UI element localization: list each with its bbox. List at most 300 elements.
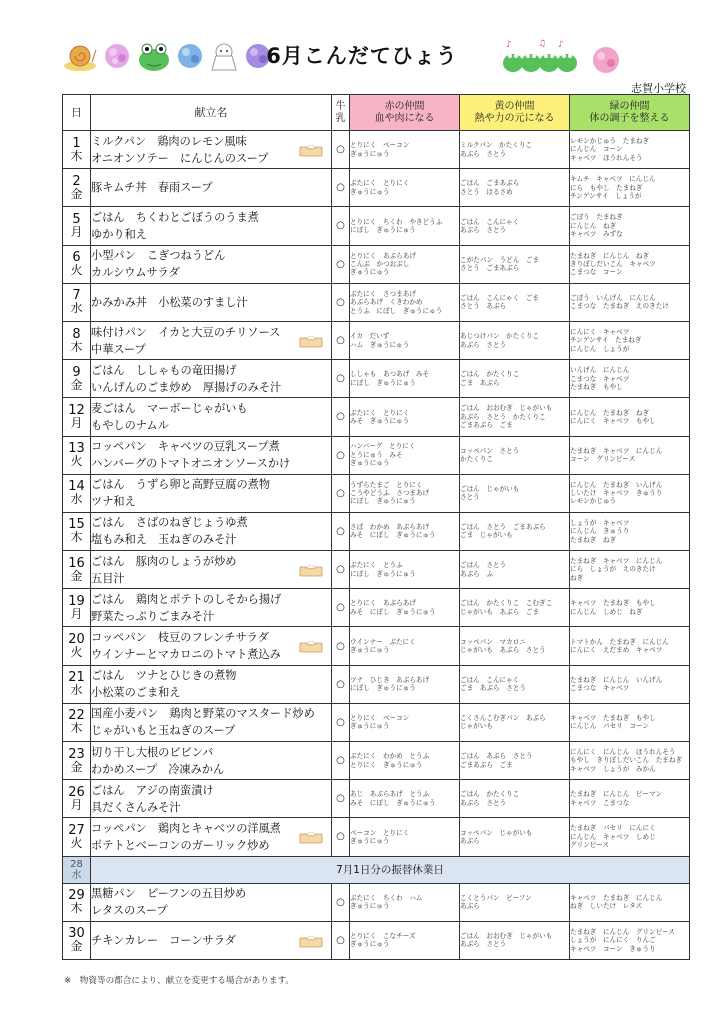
menu-cell <box>91 436 332 474</box>
menu-cell <box>91 589 332 627</box>
menu-cell <box>91 321 332 359</box>
ingredient-line: たまねぎ キャベツ にんじん <box>570 446 663 455</box>
ingredient-line: にんにく えだまめ キャベツ <box>570 646 663 655</box>
yellow-ingredients-cell <box>460 360 570 398</box>
menu-cell <box>91 398 332 436</box>
ingredient-line: あぶら さとう <box>460 798 507 807</box>
green-ingredients-cell <box>570 245 690 283</box>
day-cell <box>63 780 91 818</box>
svg-text:♫: ♫ <box>538 39 547 49</box>
yellow-ingredients-cell <box>460 512 570 550</box>
yellow-ingredients-cell <box>460 818 570 856</box>
ingredient-line: ミルクパン かたくりこ <box>460 141 533 150</box>
ingredient-line: こうやどうふ さつまあげ <box>350 489 430 498</box>
svg-text:♪: ♪ <box>558 40 564 50</box>
milk-cell: ○ <box>332 703 350 741</box>
table-row <box>63 742 690 780</box>
menu-line: 切り干し大根のビビンバ <box>91 745 214 759</box>
yellow-ingredients-cell <box>460 207 570 245</box>
ingredient-line: ぶたにく さつまあげ <box>350 289 416 298</box>
red-ingredients-cell <box>350 321 460 359</box>
yellow-ingredients-cell <box>460 245 570 283</box>
tissue-box-icon <box>299 639 323 653</box>
weekday: 金 <box>70 759 83 774</box>
ingredient-line: ねぎ しいたけ レタス <box>570 902 643 911</box>
green-ingredients-cell <box>570 360 690 398</box>
date-number: 29 <box>68 888 85 904</box>
ingredient-line: ぎゅうにゅう <box>350 836 390 845</box>
red-ingredients-cell <box>350 742 460 780</box>
weekday: 火 <box>70 454 83 469</box>
green-ingredients-cell <box>570 818 690 856</box>
ingredient-line: じゃがいも あぶら さとう <box>460 646 546 655</box>
holiday-weekday: 水 <box>71 869 82 881</box>
date-number: 1 <box>72 135 81 151</box>
menu-line: 塩もみ和え 玉ねぎのみそ汁 <box>91 533 237 547</box>
red-ingredients-cell <box>350 474 460 512</box>
ingredient-line: ぶたにく わかめ とうふ <box>350 752 430 761</box>
ingredient-line: イカ だいず <box>350 332 390 341</box>
ingredient-line: こまつな キャベツ <box>570 684 630 693</box>
table-row <box>63 207 690 245</box>
day-cell <box>63 321 91 359</box>
ingredient-line: ごはん さとう <box>460 561 507 570</box>
ingredient-line: ごはん こんにゃく <box>460 675 520 684</box>
ingredient-line: あじつけパン かたくりこ <box>460 332 540 341</box>
menu-line: ゆかり和え <box>91 227 147 241</box>
ingredient-line: しょうが キャベツ <box>570 518 630 527</box>
ingredient-line: チンゲンサイ たまねぎ <box>570 336 642 345</box>
tissue-box-icon <box>299 563 323 577</box>
weekday: 水 <box>70 492 83 507</box>
date-number: 7 <box>72 288 81 304</box>
menu-cell <box>91 131 332 169</box>
milk-cell: ○ <box>332 818 350 856</box>
ingredient-line: とりにく あぶらあげ <box>350 251 416 260</box>
ingredient-line: こまつな たまねぎ えのきたけ <box>570 302 669 311</box>
ingredient-line: あぶら さとう <box>460 225 507 234</box>
green-ingredients-cell <box>570 474 690 512</box>
ingredient-line: きりぼしだいこん キャベツ <box>570 259 656 268</box>
ingredient-line: ぶたにく とうふ <box>350 561 403 570</box>
ingredient-line: ぶたにく とりにく <box>350 408 410 417</box>
ingredient-line: ごはん かたくりこ <box>460 370 520 379</box>
menu-line: コッペパン 枝豆のフレンチサラダ <box>91 631 269 645</box>
red-ingredients-cell <box>350 589 460 627</box>
date-number: 9 <box>72 364 81 380</box>
menu-line: じゃがいもと玉ねぎのスープ <box>91 724 236 738</box>
day-cell <box>63 398 91 436</box>
yellow-ingredients-cell <box>460 627 570 665</box>
menu-line: もやしのナムル <box>91 418 169 432</box>
ingredient-line: ぎゅうにゅう <box>350 722 390 731</box>
milk-cell: ○ <box>332 627 350 665</box>
ingredient-line: キャベツ たまねぎ もやし <box>570 714 656 722</box>
day-cell <box>63 207 91 245</box>
ingredient-line: にんじん きゅうり <box>570 527 630 536</box>
weekday: 月 <box>70 797 83 812</box>
table-row <box>63 245 690 283</box>
day-cell <box>63 627 91 665</box>
menu-line: 国産小麦パン 鶏肉と野菜のマスタード炒め <box>91 707 315 721</box>
ingredient-line: キャベツ しょうが みかん <box>570 764 656 773</box>
menu-line: 小型パン こぎつねうどん <box>91 249 226 263</box>
weekday: 金 <box>70 939 83 954</box>
ingredient-line: あぶら <box>460 902 480 911</box>
weekday: 木 <box>70 530 83 545</box>
milk-cell: ○ <box>332 474 350 512</box>
green-ingredients-cell <box>570 131 690 169</box>
menu-line: 中華スープ <box>91 342 146 356</box>
ingredient-line: ごはん ごまあぶら <box>460 179 520 188</box>
ingredient-line: コーン グリンピース <box>570 455 636 464</box>
yellow-ingredients-cell <box>460 321 570 359</box>
holiday-text: 7月1日分の振替休業日 <box>91 856 690 883</box>
ingredient-line: キャベツ みずな <box>570 230 623 239</box>
date-number: 22 <box>68 708 85 724</box>
ingredient-line: ごはん じゃがいも <box>460 484 520 493</box>
menu-cell <box>91 921 332 959</box>
ingredient-line: にんにく キャベツ <box>570 327 630 336</box>
ingredient-line: にぼし ぎゅうにゅう <box>350 569 416 578</box>
table-row <box>63 321 690 359</box>
ingredient-line: キャベツ コーン きゅうり <box>570 944 656 953</box>
table-row <box>63 131 690 169</box>
ingredient-line: キャベツ こまつな <box>570 798 630 807</box>
tissue-box-icon <box>299 143 323 157</box>
red-ingredients-cell <box>350 703 460 741</box>
ingredient-line: たまねぎ にんじん ピーマン <box>570 790 663 799</box>
ingredient-line: たまねぎ にんじん ねぎ <box>570 251 650 260</box>
ingredient-line: にんじん コーン <box>570 145 623 154</box>
table-row <box>63 703 690 741</box>
footnote: ※ 物資等の都合により、献立を変更する場合があります。 <box>64 976 294 986</box>
menu-table <box>62 94 690 960</box>
ingredient-line: じゃがいも あぶら ごま <box>460 607 540 616</box>
tissue-box-icon <box>299 334 323 348</box>
date-number: 21 <box>68 670 85 686</box>
red-ingredients-cell <box>350 360 460 398</box>
red-ingredients-cell <box>350 436 460 474</box>
yellow-ingredients-cell <box>460 131 570 169</box>
ingredient-line: さば わかめ あぶらあげ <box>350 523 430 532</box>
menu-line: 五目汁 <box>91 571 125 585</box>
ingredient-line: にんじん ねぎ <box>570 221 617 230</box>
weekday: 木 <box>70 339 83 354</box>
ingredient-line: さとう ごまあぶら <box>460 264 520 273</box>
milk-cell: ○ <box>332 665 350 703</box>
ingredient-line: ぎゅうにゅう <box>350 149 390 158</box>
menu-line: ごはん 鶏肉とポテトのしそから揚げ <box>91 592 282 606</box>
menu-cell <box>91 512 332 550</box>
menu-line: ごはん 豚肉のしょうが炒め <box>91 554 237 568</box>
menu-line: 黒糖パン ビーフンの五目炒め <box>91 887 247 901</box>
green-ingredients-cell <box>570 436 690 474</box>
green-ingredients-cell <box>570 703 690 741</box>
milk-cell: ○ <box>332 780 350 818</box>
ingredient-line: ぎゅうにゅう <box>350 459 390 468</box>
red-ingredients-cell <box>350 245 460 283</box>
milk-cell: ○ <box>332 742 350 780</box>
ingredient-line: さとう あぶら <box>460 302 507 311</box>
day-cell <box>63 742 91 780</box>
ingredient-line: こがたパン うどん ごま <box>460 255 540 264</box>
menu-cell <box>91 665 332 703</box>
green-ingredients-cell <box>570 169 690 207</box>
ingredient-line: にら しょうが えのきたけ <box>570 565 656 574</box>
ingredient-line: とうにゅう みそ <box>350 450 403 459</box>
yellow-ingredients-cell <box>460 436 570 474</box>
ingredient-line: ごま じゃがいも <box>460 531 513 540</box>
date-number: 23 <box>68 746 85 762</box>
date-number: 8 <box>72 326 81 342</box>
ingredient-line: あぶら ふ <box>460 569 493 578</box>
ingredient-line: にら もやし たまねぎ <box>570 183 643 192</box>
ingredient-line: とりにく ぎゅうにゅう <box>350 760 423 769</box>
day-cell <box>63 283 91 321</box>
table-row <box>63 551 690 589</box>
table-row <box>63 436 690 474</box>
ingredient-line: キャベツ ほうれんそう <box>570 153 643 162</box>
holiday-day-cell <box>63 856 91 883</box>
ingredient-line: にんにく にんじん ほうれんそう <box>570 747 676 756</box>
menu-line: 豚キムチ丼 春雨スープ <box>91 181 213 195</box>
table-row <box>63 921 690 959</box>
ingredient-line: あぶら さとう かたくりこ <box>460 412 546 421</box>
menu-line: わかめスープ 冷凍みかん <box>91 762 225 776</box>
ingredient-line: さとう <box>460 493 480 502</box>
tissue-box-icon <box>299 830 323 844</box>
ingredient-line: ごはん かたくりこ こむぎこ <box>460 599 553 608</box>
menu-cell <box>91 703 332 741</box>
day-cell <box>63 883 91 921</box>
ingredient-line: しょうが にんにく りんご <box>570 936 656 945</box>
green-ingredients-cell <box>570 321 690 359</box>
col-header-red <box>350 95 460 131</box>
ingredient-line: キャベツ たまねぎ もやし <box>570 599 656 608</box>
yellow-ingredients-cell <box>460 883 570 921</box>
ingredient-line: にんにく キャベツ もやし <box>570 416 656 425</box>
day-cell <box>63 921 91 959</box>
green-ingredients-cell <box>570 742 690 780</box>
menu-line: レタスのスープ <box>91 904 168 918</box>
ingredient-line: にんじん しょうが <box>570 344 630 353</box>
menu-line: ミルクパン 鶏肉のレモン風味 <box>91 134 247 148</box>
milk-cell: ○ <box>332 512 350 550</box>
ingredient-line: こくとうパン ビーフン <box>460 893 532 902</box>
page-title: 6月こんだてひょう <box>266 44 458 68</box>
ingredient-line: たまねぎ にんじん グリンピース <box>570 927 675 936</box>
ingredient-line: ぎゅうにゅう <box>350 940 390 949</box>
menu-cell <box>91 169 332 207</box>
weekday: 火 <box>70 835 83 850</box>
ingredient-line: ごまあぶら ごま <box>460 421 513 430</box>
red-ingredients-cell <box>350 512 460 550</box>
ingredient-line: とりにく あぶらあげ <box>350 599 416 608</box>
ingredient-line: あぶら <box>460 836 480 845</box>
ingredient-line: コッペパン じゃがいも <box>460 828 533 837</box>
menu-line: ごはん ツナとひじきの煮物 <box>91 669 237 683</box>
green-ingredients-cell <box>570 398 690 436</box>
yellow-ingredients-cell <box>460 921 570 959</box>
milk-cell: ○ <box>332 207 350 245</box>
weekday: 月 <box>70 224 83 239</box>
ingredient-line: いんげん にんじん <box>570 366 630 375</box>
menu-line: ツナ和え <box>91 495 136 509</box>
ingredient-line: にんじん たまねぎ いんげん <box>570 480 663 489</box>
col-header-day: 日 <box>63 95 91 131</box>
menu-line: 小松菜のごま和え <box>91 686 181 700</box>
menu-line: 具だくさんみそ汁 <box>91 800 181 814</box>
day-cell <box>63 360 91 398</box>
ingredient-line: あぶらあげ くきわかめ <box>350 298 423 307</box>
day-cell <box>63 512 91 550</box>
day-cell <box>63 169 91 207</box>
table-row <box>63 818 690 856</box>
ingredient-line: みそ にぼし ぎゅうにゅう <box>350 798 436 807</box>
menu-line: ごはん ちくわとごぼうのうま煮 <box>91 210 259 224</box>
ingredient-line: ごはん おおむぎ じゃがいも <box>460 931 553 940</box>
green-ingredients-cell <box>570 883 690 921</box>
day-cell <box>63 436 91 474</box>
red-ingredients-cell <box>350 883 460 921</box>
ingredient-line: あぶら さとう <box>460 940 507 949</box>
date-number: 26 <box>68 784 85 800</box>
ingredient-line: ハム ぎゅうにゅう <box>350 340 410 349</box>
green-ingredients-cell <box>570 589 690 627</box>
red-ingredients-cell <box>350 207 460 245</box>
table-row <box>63 589 690 627</box>
ingredient-line: ベーコン とりにく <box>350 828 410 837</box>
ingredient-line: たまねぎ もやし <box>570 382 623 391</box>
svg-text:♪: ♪ <box>506 40 512 50</box>
weekday: 木 <box>70 721 83 736</box>
green-header-text: 緑の仲間 体の調子を整える <box>589 100 670 124</box>
menu-line: ウインナーとマカロニのトマト煮込み <box>91 648 281 662</box>
menu-cell <box>91 883 332 921</box>
yellow-header-text: 黄の仲間 熱や力の元になる <box>474 100 555 124</box>
ingredient-line: こまつな コーン <box>570 268 623 277</box>
milk-cell: ○ <box>332 245 350 283</box>
school-name: 志賀小学校 <box>631 82 686 95</box>
menu-line: チキンカレー コーンサラダ <box>91 933 236 947</box>
ingredient-line: ごはん かたくりこ <box>460 790 520 799</box>
milk-cell: ○ <box>332 398 350 436</box>
ingredient-line: ごはん おおむぎ じゃがいも <box>460 404 553 413</box>
ingredient-line: ねぎ <box>570 573 584 582</box>
table-row <box>63 512 690 550</box>
table-row <box>63 169 690 207</box>
yellow-ingredients-cell <box>460 703 570 741</box>
ingredient-line: ぶたにく ちくわ ハム <box>350 893 423 902</box>
ingredient-line: とりにく ベーコン <box>350 714 410 722</box>
table-header-row <box>63 95 690 131</box>
ingredient-line: にんじん たまねぎ ねぎ <box>570 408 650 417</box>
menu-line: ごはん うずら卵と高野豆腐の煮物 <box>91 478 271 492</box>
ingredient-line: にぼし ぎゅうにゅう <box>350 684 416 693</box>
table-row <box>63 665 690 703</box>
ingredient-line: ごぼう たまねぎ <box>570 213 623 222</box>
menu-line: ごはん ししゃもの竜田揚げ <box>91 363 237 377</box>
milk-cell: ○ <box>332 589 350 627</box>
ingredient-line: とうふ にぼし ぎゅうにゅう <box>350 306 443 315</box>
ingredient-line: こまつな キャベツ <box>570 374 630 383</box>
col-header-yellow <box>460 95 570 131</box>
weekday: 水 <box>70 301 83 316</box>
ingredient-line: ごま あぶら さとう <box>460 684 526 693</box>
col-header-menu: 献立名 <box>91 95 332 131</box>
milk-cell: ○ <box>332 131 350 169</box>
date-number: 2 <box>72 173 81 189</box>
menu-line: 味付けパン イカと大豆のチリソース <box>91 325 281 339</box>
green-ingredients-cell <box>570 283 690 321</box>
milk-cell: ○ <box>332 169 350 207</box>
ingredient-line: ツナ ひじき あぶらあげ <box>350 675 430 684</box>
ingredient-line: かたくりこ <box>460 455 493 464</box>
ingredient-line: ごはん さとう ごまあぶら <box>460 523 546 532</box>
ingredient-line: にんじん キャベツ しめじ <box>570 832 656 841</box>
ingredient-line: レモンかじゅう <box>570 497 617 506</box>
ingredient-line: にぼし ぎゅうにゅう <box>350 378 416 387</box>
menu-cell <box>91 474 332 512</box>
yellow-ingredients-cell <box>460 780 570 818</box>
ingredient-line: もやし きりぼしだいこん たまねぎ <box>570 756 683 765</box>
weekday: 木 <box>70 901 83 916</box>
weekday: 火 <box>70 645 83 660</box>
yellow-ingredients-cell <box>460 551 570 589</box>
day-cell <box>63 703 91 741</box>
ingredient-line: ごはん こんにゃく <box>460 217 520 226</box>
menu-line: 麦ごはん マーボーじゃがいも <box>91 401 248 415</box>
weekday: 月 <box>70 415 83 430</box>
menu-line: 野菜たっぷりごまみそ汁 <box>91 609 215 623</box>
menu-cell <box>91 780 332 818</box>
yellow-ingredients-cell <box>460 742 570 780</box>
ingredient-line: ごはん あぶら さとう <box>460 752 533 761</box>
menu-cell <box>91 283 332 321</box>
milk-cell: ○ <box>332 921 350 959</box>
ingredient-line: ハンバーグ とりにく <box>350 442 416 451</box>
date-number: 20 <box>68 632 85 648</box>
milk-cell: ○ <box>332 283 350 321</box>
yellow-ingredients-cell <box>460 665 570 703</box>
menu-cell <box>91 245 332 283</box>
menu-line: いんげんのごま炒め 厚揚げのみそ汁 <box>91 380 282 394</box>
menu-cell <box>91 818 332 856</box>
weekday: 金 <box>70 186 83 201</box>
yellow-ingredients-cell <box>460 283 570 321</box>
red-ingredients-cell <box>350 283 460 321</box>
menu-cell <box>91 742 332 780</box>
ingredient-line: しいたけ キャベツ きゅうり <box>570 489 663 498</box>
date-number: 12 <box>68 402 85 418</box>
ingredient-line: にんじん パセリ コーン <box>570 722 649 731</box>
ingredient-line: ごまあぶら ごま <box>460 760 513 769</box>
table-row <box>63 883 690 921</box>
menu-line: カルシウムサラダ <box>91 266 180 280</box>
date-number: 19 <box>68 593 85 609</box>
green-ingredients-cell <box>570 780 690 818</box>
yellow-ingredients-cell <box>460 398 570 436</box>
ingredient-line: こくさんこむぎパン あぶら <box>460 714 546 722</box>
yellow-ingredients-cell <box>460 474 570 512</box>
table-row <box>63 474 690 512</box>
menu-cell <box>91 360 332 398</box>
weekday: 金 <box>70 377 83 392</box>
menu-line: かみかみ丼 小松菜のすまし汁 <box>91 295 248 309</box>
ingredient-line: ししゃも あつあげ みそ <box>350 370 430 379</box>
table-row <box>63 360 690 398</box>
